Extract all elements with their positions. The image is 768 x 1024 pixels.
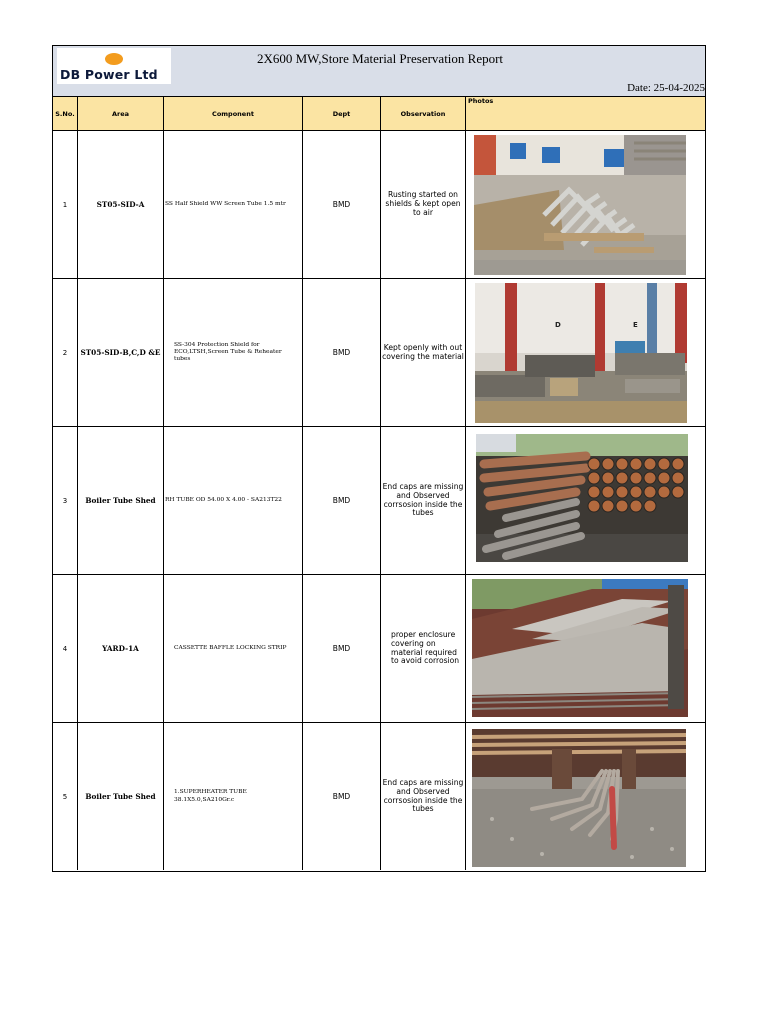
table-row bbox=[53, 575, 705, 723]
svg-text:E: E bbox=[633, 321, 638, 329]
row-photo-cell bbox=[466, 279, 705, 426]
col-header-sno: S.No. bbox=[53, 97, 78, 131]
row-sno: 2 bbox=[53, 279, 78, 426]
row-observation: proper enclosure covering on material required to avoid corrosion bbox=[381, 575, 466, 722]
row-component: 1.SUPERHEATER TUBE 38.1X5.0,SA210Gr.c bbox=[164, 723, 303, 870]
col-header-observation: Observation bbox=[381, 97, 466, 131]
site-photo-baffle-strips bbox=[472, 579, 688, 717]
date-row bbox=[53, 82, 705, 97]
row-sno: 3 bbox=[53, 427, 78, 574]
report-title: 2X600 MW,Store Material Preservation Report bbox=[256, 51, 504, 66]
col-header-dept: Dept bbox=[303, 97, 381, 131]
row-dept: BMD bbox=[303, 723, 381, 870]
site-photo-shields bbox=[474, 135, 686, 275]
logo-sun-icon bbox=[105, 53, 123, 65]
row-dept: BMD bbox=[303, 131, 381, 278]
site-photo-store-shed bbox=[475, 283, 687, 423]
site-photo-superheater-tubes bbox=[472, 729, 686, 867]
row-photo-cell bbox=[466, 131, 705, 278]
row-photo-cell bbox=[466, 575, 705, 722]
row-component: SS-304 Protection Shield for ECO,LTSH,Screen Tube & Reheater tubes bbox=[164, 279, 303, 426]
row-component: RH TUBE OD 54.00 X 4.00 - SA213T22 bbox=[164, 427, 303, 574]
table-row bbox=[53, 279, 705, 427]
report-header bbox=[53, 46, 705, 87]
row-sno: 4 bbox=[53, 575, 78, 722]
row-area: Boiler Tube Shed bbox=[78, 723, 164, 870]
row-area: YARD-1A bbox=[78, 575, 164, 722]
row-component: CASSETTE BAFFLE LOCKING STRIP bbox=[164, 575, 303, 722]
row-observation: End caps are missing and Observed corrsosion inside the tubes bbox=[381, 427, 466, 574]
svg-text:D: D bbox=[555, 321, 561, 329]
row-dept: BMD bbox=[303, 279, 381, 426]
row-photo-cell bbox=[466, 723, 705, 870]
report-date: Date: 25-04-2025 bbox=[627, 82, 705, 94]
row-observation: End caps are missing and Observed corrsosion inside the tubes bbox=[381, 723, 466, 870]
table-row bbox=[53, 723, 705, 872]
row-area: Boiler Tube Shed bbox=[78, 427, 164, 574]
row-area: ST05-SID-B,C,D &E bbox=[78, 279, 164, 426]
row-sno: 1 bbox=[53, 131, 78, 278]
row-dept: BMD bbox=[303, 427, 381, 574]
row-area: ST05-SID-A bbox=[78, 131, 164, 278]
row-dept: BMD bbox=[303, 575, 381, 722]
table-row bbox=[53, 427, 705, 575]
report-sheet bbox=[52, 45, 706, 872]
company-logo bbox=[57, 48, 171, 84]
logo-text: DB Power Ltd bbox=[60, 67, 158, 82]
row-observation: Rusting started on shields & kept open to air bbox=[381, 131, 466, 278]
site-photo-rh-tubes bbox=[476, 434, 688, 562]
row-photo-cell bbox=[466, 427, 705, 574]
row-sno: 5 bbox=[53, 723, 78, 870]
col-header-area: Area bbox=[78, 97, 164, 131]
col-header-component: Component bbox=[164, 97, 303, 131]
table-row bbox=[53, 131, 705, 279]
col-header-photos: Photos bbox=[466, 97, 705, 131]
row-component: SS Half Shield WW Screen Tube 1.5 mtr bbox=[164, 131, 303, 278]
row-observation: Kept openly with out covering the material bbox=[381, 279, 466, 426]
